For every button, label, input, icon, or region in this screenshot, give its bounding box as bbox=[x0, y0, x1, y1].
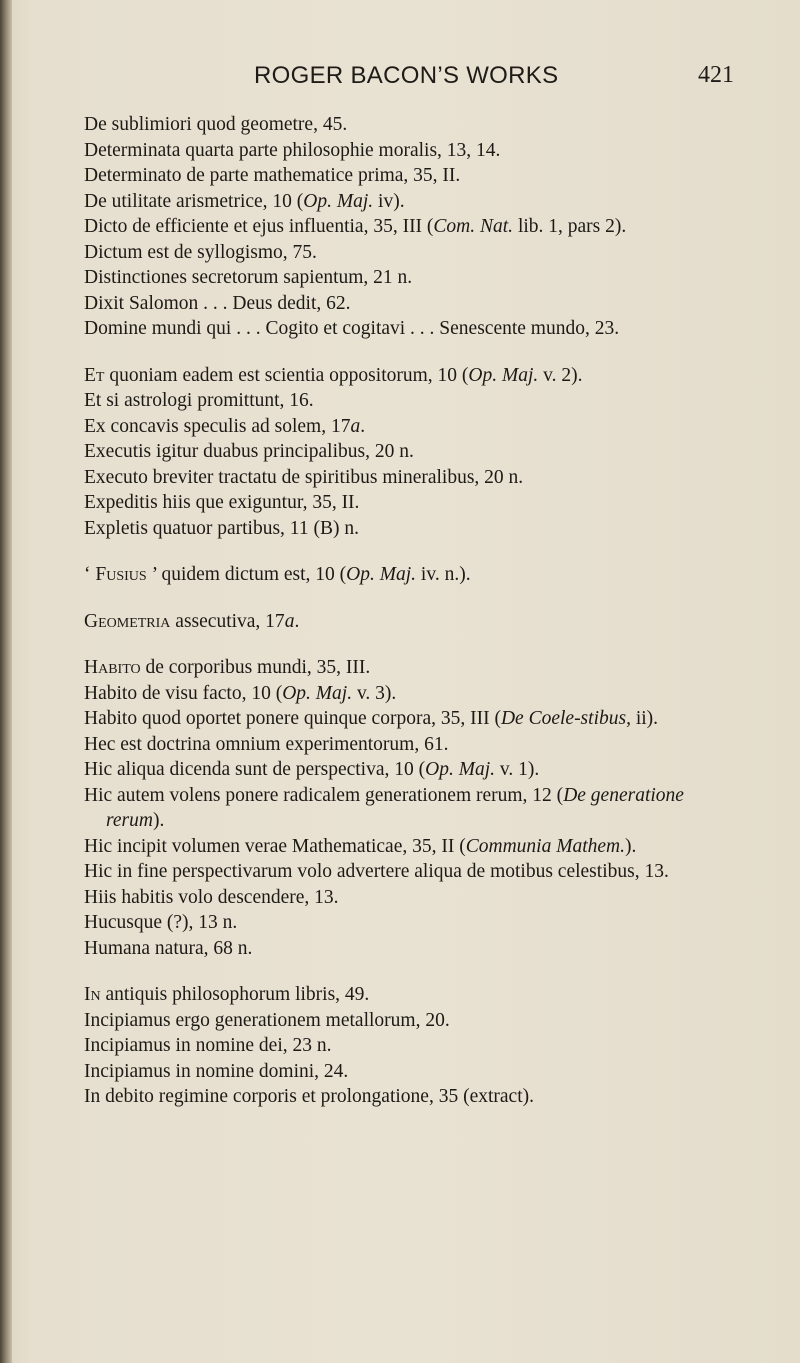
index-entry bbox=[84, 562, 744, 588]
index-entry bbox=[84, 609, 744, 635]
entry-text: Et si astrologi promittunt, 16. bbox=[84, 390, 314, 411]
entry-initial-word: Fusius bbox=[95, 564, 147, 585]
entry-text: ’ quidem dictum est, 10 ( bbox=[146, 564, 347, 585]
index-entry bbox=[84, 1008, 744, 1034]
index-entry bbox=[84, 414, 744, 440]
entry-text: Hic aliqua dicenda sunt de perspectiva, 10 ( bbox=[84, 759, 426, 780]
index-entry bbox=[84, 265, 744, 291]
entry-text: Hucusque (?), 13 n. bbox=[84, 912, 238, 933]
entry-initial-word: In bbox=[84, 984, 101, 1005]
entry-text: Hic autem volens ponere radicalem generationem rerum, 12 ( bbox=[84, 784, 564, 806]
entry-text: Dicto de efficiente et ejus influentia, 35, III ( bbox=[84, 216, 434, 237]
index-entry bbox=[84, 214, 744, 240]
index-entry bbox=[84, 240, 744, 266]
running-head-title: ROGER BACON’S WORKS bbox=[254, 62, 559, 89]
entry-text: Dixit Salomon . . . Deus dedit, 62. bbox=[84, 292, 351, 314]
entry-text: ‘ bbox=[84, 564, 96, 585]
entry-group bbox=[84, 655, 744, 961]
entry-text: quoniam eadem est scientia oppositorum, 10 ( bbox=[104, 364, 469, 386]
entry-text: iv). bbox=[373, 190, 405, 212]
entry-italic-text: De generatione rerum bbox=[106, 784, 684, 831]
entry-text: In debito regimine corporis et prolongatione, 35 (extract). bbox=[84, 1086, 534, 1107]
entry-text: de corporibus mundi, 35, III. bbox=[140, 657, 371, 678]
entry-italic-text: a bbox=[284, 610, 295, 632]
entry-group bbox=[84, 112, 744, 342]
index-entry bbox=[84, 490, 744, 516]
index-entry bbox=[84, 388, 744, 414]
entry-text: Ex concavis speculis ad solem, 17 bbox=[84, 415, 351, 437]
index-entry bbox=[84, 706, 744, 732]
entry-italic-text: a bbox=[350, 415, 361, 437]
index-entry bbox=[84, 363, 744, 389]
book-spine-edge bbox=[0, 0, 12, 1363]
entry-italic-text: Op. Maj. bbox=[303, 190, 374, 212]
entry-italic-text: Com. Nat. bbox=[433, 216, 514, 237]
entry-group bbox=[84, 363, 744, 542]
entry-text: Habito quod oportet ponere quinque corpora, 35, III ( bbox=[84, 708, 501, 729]
entry-initial-word: Geometria bbox=[84, 610, 171, 632]
index-entry bbox=[84, 1084, 744, 1110]
entry-text: Humana natura, 68 n. bbox=[84, 937, 253, 959]
entry-text: Expeditis hiis que exiguntur, 35, II. bbox=[84, 492, 360, 513]
entry-text: Dictum est de syllogismo, 75. bbox=[84, 241, 317, 263]
index-entry bbox=[84, 885, 744, 911]
index-entries bbox=[84, 112, 744, 1131]
index-entry bbox=[84, 783, 744, 834]
entry-text: ii). bbox=[630, 708, 659, 729]
index-entry bbox=[84, 936, 744, 962]
entry-text: Executo breviter tractatu de spiritibus mineralibus, 20 n. bbox=[84, 466, 524, 488]
entry-text: v. 3). bbox=[352, 682, 397, 704]
entry-initial-word: Et bbox=[84, 364, 105, 386]
index-entry bbox=[84, 516, 744, 542]
entry-text: Incipiamus ergo generationem metallorum, 20. bbox=[84, 1009, 450, 1031]
index-entry bbox=[84, 112, 744, 138]
entry-text: Distinctiones secretorum sapientum, 21 n. bbox=[84, 267, 413, 288]
entry-text: lib. 1, pars 2). bbox=[513, 216, 627, 237]
index-entry bbox=[84, 655, 744, 681]
entry-group bbox=[84, 609, 744, 635]
index-entry bbox=[84, 163, 744, 189]
index-entry bbox=[84, 732, 744, 758]
entry-italic-text: Op. Maj. bbox=[468, 364, 539, 386]
entry-text: v. 2). bbox=[538, 364, 583, 386]
index-entry bbox=[84, 681, 744, 707]
entry-text: Expletis quatuor partibus, 11 (B) n. bbox=[84, 517, 359, 539]
entry-text: Hiis habitis volo descendere, 13. bbox=[84, 886, 339, 908]
page-number: 421 bbox=[698, 62, 734, 88]
index-entry bbox=[84, 910, 744, 936]
entry-italic-text: Op. Maj. bbox=[346, 564, 417, 585]
entry-initial-word: Habito bbox=[84, 657, 141, 678]
index-entry bbox=[84, 291, 744, 317]
index-entry bbox=[84, 189, 744, 215]
entry-text: ). bbox=[624, 835, 637, 857]
entry-italic-text: Op. Maj. bbox=[425, 759, 496, 780]
index-entry bbox=[84, 465, 744, 491]
entry-text: Executis igitur duabus principalibus, 20 n. bbox=[84, 441, 414, 462]
entry-text: . bbox=[294, 610, 300, 632]
entry-text: iv. n.). bbox=[416, 564, 471, 585]
running-head bbox=[0, 62, 800, 92]
entry-text: Hic in fine perspectivarum volo advertere aliqua de motibus celestibus, 13. bbox=[84, 861, 669, 882]
entry-text: De utilitate arismetrice, 10 ( bbox=[84, 190, 304, 212]
index-entry bbox=[84, 834, 744, 860]
index-entry bbox=[84, 859, 744, 885]
entry-text: Domine mundi qui . . . Cogito et cogitavi . . . Senescente mundo, 23. bbox=[84, 318, 620, 339]
entry-group bbox=[84, 982, 744, 1110]
index-entry bbox=[84, 757, 744, 783]
entry-text: Determinata quarta parte philosophie moralis, 13, 14. bbox=[84, 139, 501, 161]
entry-text: ). bbox=[152, 810, 165, 831]
entry-italic-text: Communia Mathem. bbox=[465, 835, 625, 857]
entry-text: . bbox=[360, 415, 366, 437]
index-entry bbox=[84, 1059, 744, 1085]
entry-group bbox=[84, 562, 744, 588]
entry-text: antiquis philosophorum libris, 49. bbox=[100, 984, 370, 1005]
index-entry bbox=[84, 316, 744, 342]
entry-text: v. 1). bbox=[495, 759, 540, 780]
index-entry bbox=[84, 1033, 744, 1059]
index-entry bbox=[84, 439, 744, 465]
entry-text: De sublimiori quod geometre, 45. bbox=[84, 114, 348, 135]
entry-italic-text: Op. Maj. bbox=[282, 682, 353, 704]
entry-text: Hec est doctrina omnium experimentorum, 61. bbox=[84, 733, 449, 755]
entry-italic-text: De Coele-stibus, bbox=[500, 708, 631, 729]
entry-text: Incipiamus in nomine domini, 24. bbox=[84, 1060, 349, 1082]
entry-text: Hic incipit volumen verae Mathematicae, 35, II ( bbox=[84, 835, 466, 857]
entry-text: assecutiva, 17 bbox=[170, 610, 285, 632]
entry-text: Determinato de parte mathematice prima, 35, II. bbox=[84, 165, 461, 186]
entry-text: Incipiamus in nomine dei, 23 n. bbox=[84, 1035, 332, 1056]
index-entry bbox=[84, 138, 744, 164]
entry-text: Habito de visu facto, 10 ( bbox=[84, 682, 283, 704]
index-entry bbox=[84, 982, 744, 1008]
